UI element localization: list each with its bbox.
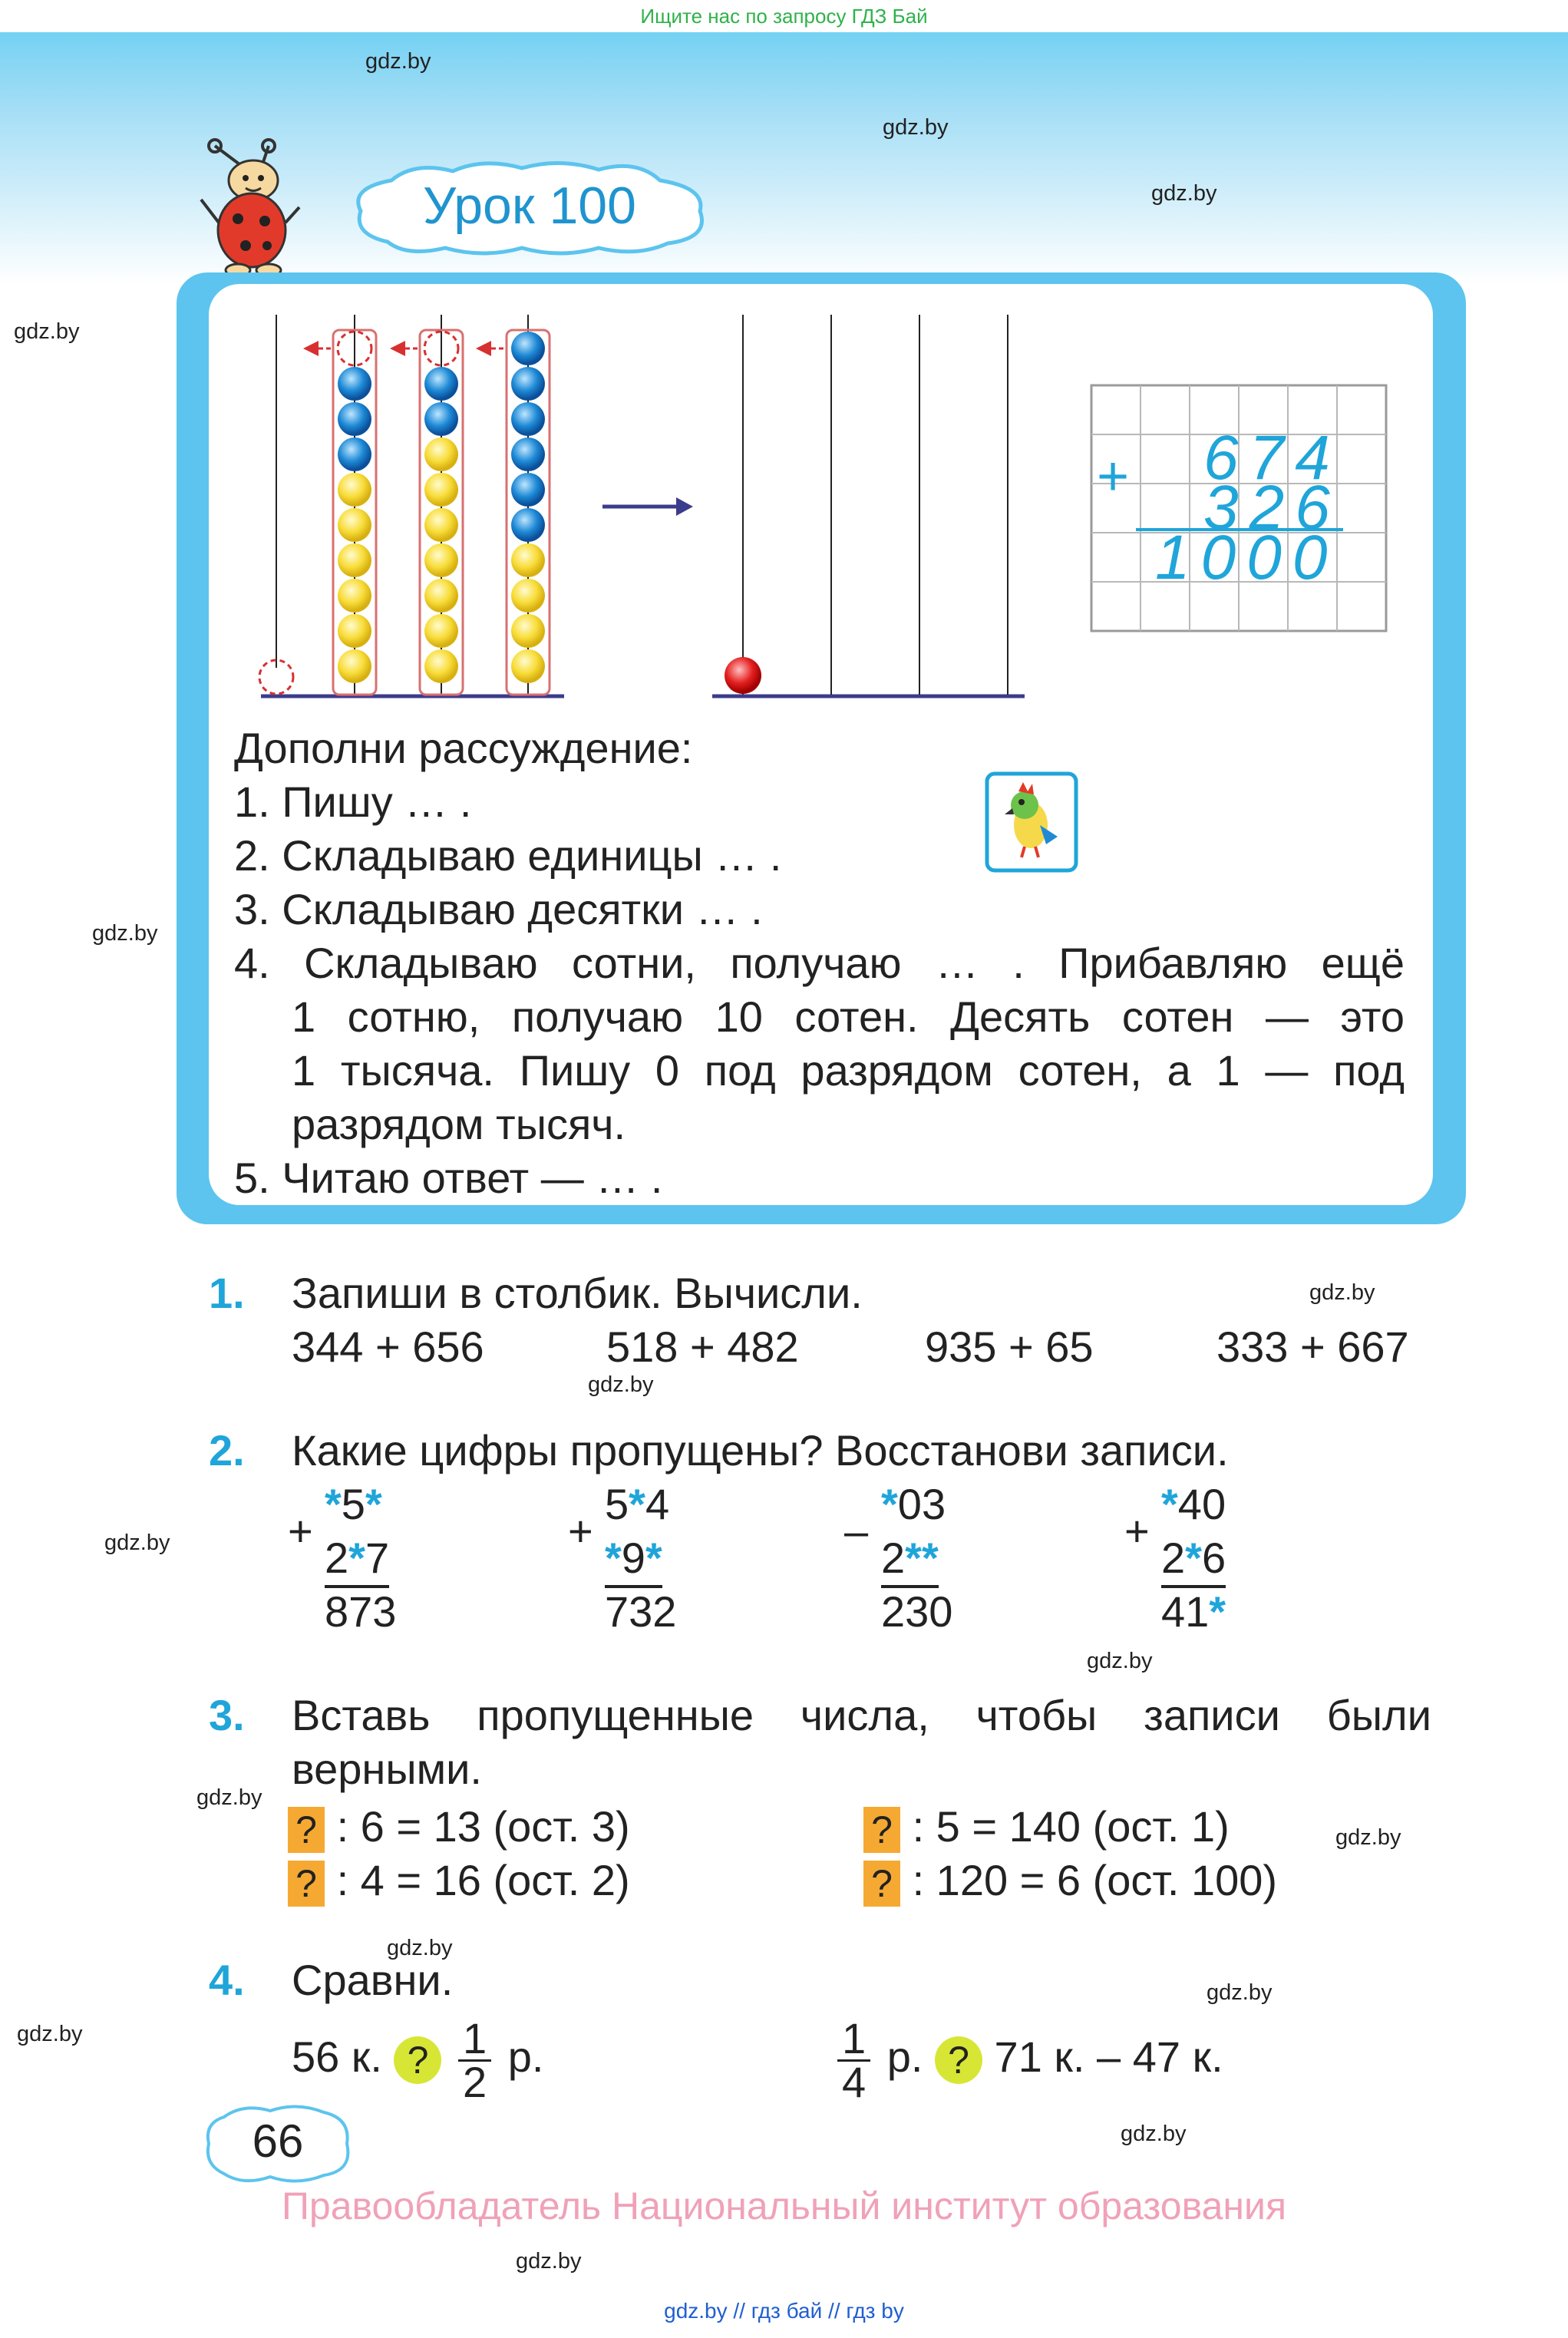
column-line (881, 1531, 939, 1588)
task1-expression: 935 + 65 (925, 1323, 1094, 1371)
missing-digit[interactable]: * (645, 1534, 662, 1582)
question-box[interactable]: ? (288, 1807, 325, 1853)
digit: 230 (881, 1587, 953, 1636)
task1-expression: 333 + 667 (1216, 1323, 1409, 1371)
abacus-before (246, 307, 583, 706)
task-text: Запиши в столбик. Вычисли. (292, 1269, 863, 1317)
abacus-after (706, 307, 1028, 706)
ladybug-icon (192, 138, 307, 280)
column-line (1161, 1531, 1226, 1588)
question-box[interactable]: ? (288, 1861, 325, 1907)
digit: 41 (1161, 1587, 1210, 1636)
task-text: Сравни. (292, 1956, 454, 2004)
missing-digit[interactable]: * (325, 1480, 342, 1528)
digit: 2 (325, 1534, 349, 1582)
column-line (881, 1585, 952, 1639)
intro-step: 4. Складываю сотни, получаю … . Прибавляю ещё (234, 939, 1405, 987)
digit: 732 (605, 1587, 677, 1636)
watermark: gdz.by (104, 1531, 170, 1555)
watermark: gdz.by (1087, 1649, 1153, 1673)
missing-digit[interactable]: * (1185, 1534, 1202, 1582)
intro-step-continuation: 1 сотню, получаю 10 сотен. Десять сотен — это (292, 992, 1405, 1041)
operation-sign: + (1124, 1507, 1150, 1555)
intro-step: 2. Складываю единицы … . (234, 831, 782, 880)
digit: 4 (645, 1480, 670, 1528)
task4-comparison (292, 2011, 544, 2106)
watermark: gdz.by (1335, 1825, 1401, 1850)
missing-digit[interactable]: ** (905, 1534, 939, 1582)
task1-expression: 518 + 482 (606, 1323, 799, 1371)
digit: 7 (365, 1534, 390, 1582)
task3-equation-text: : 120 = 6 (ост. 100) (912, 1856, 1278, 1904)
footer-links[interactable]: gdz.by // гдз бай // гдз by (664, 2299, 904, 2323)
task-number: 4. (209, 1956, 245, 2004)
column-line (605, 1478, 669, 1531)
task-number: 1. (209, 1269, 245, 1317)
digit: 9 (621, 1534, 645, 1582)
question-box[interactable]: ? (863, 1807, 900, 1853)
intro-step: 1. Пишу … . (234, 778, 472, 826)
column-bottom-number: 326 (1203, 473, 1341, 543)
task-number: 2. (209, 1426, 245, 1474)
watermark: gdz.by (1207, 1980, 1273, 2005)
copyright: Правообладатель Национальный институт образования (281, 2184, 1287, 2227)
column-sign: + (1096, 446, 1129, 507)
task3-equation (863, 1854, 1277, 1907)
missing-digit[interactable]: * (1209, 1587, 1226, 1636)
question-box[interactable]: ? (863, 1861, 900, 1907)
task3-equation (288, 1800, 630, 1854)
column-line (1161, 1478, 1226, 1531)
watermark: gdz.by (14, 319, 80, 344)
task-text: Вставь пропущенные числа, чтобы записи были (292, 1691, 1431, 1739)
column-line (881, 1478, 946, 1531)
comparison-value: 56 к. (292, 2033, 382, 2081)
question-circle[interactable]: ? (935, 2036, 982, 2084)
bead-column-hundreds (338, 367, 371, 683)
parrot-icon (985, 771, 1078, 873)
task-text: Какие цифры пропущены? Восстанови записи. (292, 1426, 1229, 1474)
column-line (605, 1531, 662, 1588)
digit: 5 (605, 1480, 629, 1528)
task3-equation (863, 1800, 1230, 1854)
task3-equation-text: : 4 = 16 (ост. 2) (336, 1856, 630, 1904)
missing-digit[interactable]: * (629, 1480, 645, 1528)
column-line (605, 1585, 676, 1639)
digit: 6 (1201, 1534, 1226, 1582)
column-line (1161, 1585, 1226, 1639)
missing-digit[interactable]: * (1161, 1480, 1178, 1528)
column-line (325, 1478, 382, 1531)
fraction: $\frac{1}{2}$ (458, 2018, 491, 2103)
watermark: gdz.by (1121, 2122, 1187, 2146)
column-line (325, 1585, 396, 1639)
intro-step-continuation: разрядом тысяч. (292, 1100, 626, 1148)
comparison-unit: р. (886, 2033, 923, 2081)
digit: 873 (325, 1587, 397, 1636)
digit: 5 (341, 1480, 365, 1528)
missing-digit[interactable]: * (881, 1480, 898, 1528)
watermark: gdz.by (365, 49, 431, 74)
watermark: gdz.by (387, 1936, 453, 1960)
digit: 2 (881, 1534, 906, 1582)
comparison-unit: р. (507, 2033, 544, 2081)
intro-heading: Дополни рассуждение: (234, 724, 693, 772)
watermark: gdz.by (1309, 1280, 1375, 1305)
watermark: gdz.by (92, 921, 158, 946)
task-text-continuation: верными. (292, 1745, 482, 1793)
arrow-right-icon (602, 491, 695, 522)
task3-equation-text: : 6 = 13 (ост. 3) (336, 1802, 630, 1851)
intro-step: 3. Складываю десятки … . (234, 885, 763, 933)
watermark: gdz.by (17, 2022, 83, 2046)
operation-sign: – (844, 1507, 869, 1555)
watermark: gdz.by (196, 1785, 262, 1810)
column-line (325, 1531, 389, 1588)
watermark: gdz.by (516, 2249, 582, 2274)
watermark: gdz.by (1151, 181, 1217, 206)
task1-expression: 344 + 656 (292, 1323, 484, 1371)
fraction: $\frac{1}{4}$ (837, 2018, 870, 2103)
lesson-title: Урок 100 (423, 177, 636, 235)
intro-step-continuation: 1 тысяча. Пишу 0 под разрядом сотен, а 1 — под (292, 1046, 1405, 1095)
operation-sign: + (288, 1507, 313, 1555)
digit: 2 (1161, 1534, 1186, 1582)
task3-equation-text: : 5 = 140 (ост. 1) (912, 1802, 1230, 1851)
bead-column-tens (424, 367, 458, 683)
task4-comparison (833, 2011, 1223, 2106)
task-number: 3. (209, 1691, 245, 1739)
top-banner[interactable]: Ищите нас по запросу ГДЗ Бай (0, 0, 1568, 32)
operation-sign: + (568, 1507, 593, 1555)
missing-digit[interactable]: * (365, 1480, 382, 1528)
task3-equation (288, 1854, 630, 1907)
intro-step: 5. Читаю ответ — … . (234, 1154, 663, 1202)
watermark: gdz.by (588, 1372, 654, 1397)
watermark: gdz.by (883, 115, 949, 140)
missing-digit[interactable]: * (348, 1534, 365, 1582)
column-top-number: 674 (1203, 423, 1341, 493)
digit: 03 (897, 1480, 946, 1528)
page-number: 66 (252, 2115, 304, 2167)
digit: 40 (1177, 1480, 1226, 1528)
missing-digit[interactable]: * (605, 1534, 622, 1582)
question-circle[interactable]: ? (394, 2036, 441, 2084)
column-result: 1000 (1155, 523, 1339, 593)
comparison-value: 71 к. – 47 к. (994, 2033, 1223, 2081)
